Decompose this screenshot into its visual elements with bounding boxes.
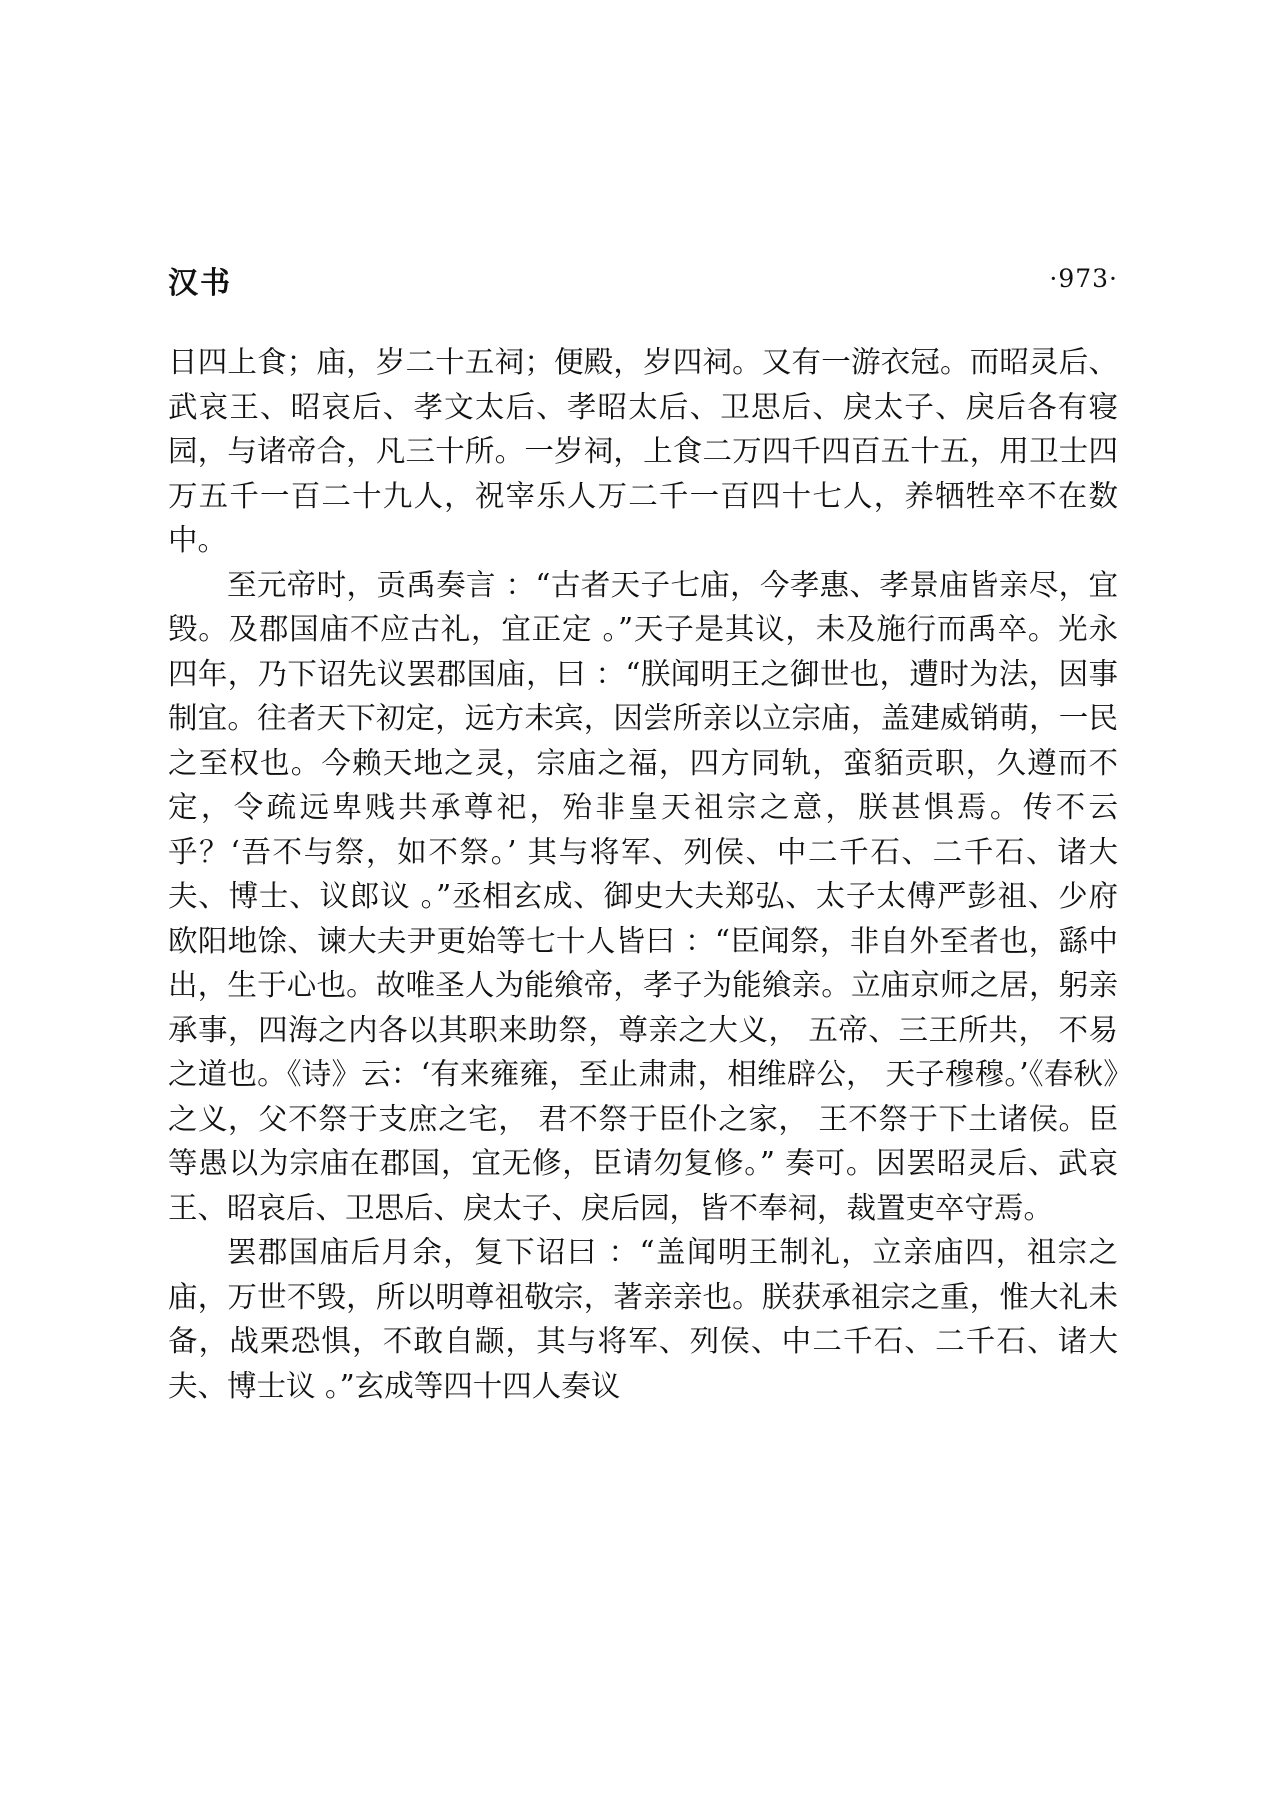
page-body	[168, 340, 1118, 1408]
paragraph: 日四上食；庙，岁二十五祠；便殿，岁四祠。又有一游衣冠。而昭灵后、武哀王、昭哀后、孝文太后、孝昭太后、卫思后、戾太子、戾后各有寝园，与诸帝合，凡三十所。一岁祠，上食二万四千四百五十五，用卫士四万五千一百二十九人，祝宰乐人万二千一百四十七人，养牺牲卒不在数中。	[168, 345, 1118, 557]
page-header	[168, 258, 1118, 301]
paragraph: 至元帝时，贡禹奏言 ：“古者天子七庙，今孝惠、孝景庙皆亲尽，宜毁。及郡国庙不应古礼，宜正定 。”天子是其议，未及施行而禹卒。光永四年，乃下诏先议罢郡国庙，曰 ：“朕闻明王之御世也，遭时为法，因事制宜。往者天下初定，远方未宾，因尝所亲以立宗庙，盖建威销萌，一民之至权也。今赖天地之灵，宗庙之福，四方同轨，蛮貊贡职，久遵而不定，令疏远卑贱共承尊祀，殆非皇天祖宗之意，朕甚惧焉。传不云乎？‘吾不与祭，如不祭。’ 其与将军、列侯、中二千石、二千石、诸大夫、博士、议郎议 。”丞相玄成、御史大夫郑弘、太子太傅严彭祖、少府欧阳地馀、谏大夫尹更始等七十人皆曰 ：“臣闻祭，非自外至者也，繇中出，生于心也。故唯圣人为能飨帝，孝子为能飨亲。立庙京师之居，躬亲承事，四海之内各以其职来助祭，尊亲之大义， 五帝、三王所共， 不易之道也。《诗》云：‘有来雍雍，至止肃肃，相维辟公， 天子穆穆。’《春秋》之义，父不祭于支庶之宅， 君不祭于臣仆之家， 王不祭于下土诸侯。臣等愚以为宗庙在郡国，宜无修，臣请勿复修。” 奏可。因罢昭灵后、武哀王、昭哀后、卫思后、戾太子、戾后园，皆不奉祠，裁置吏卒守焉。	[168, 567, 1118, 1225]
page-number: ·973·	[1049, 264, 1118, 293]
book-title: 汉书	[168, 266, 232, 301]
paragraph: 罢郡国庙后月余，复下诏曰 ：“盖闻明王制礼，立亲庙四，祖宗之庙，万世不毁，所以明尊祖敬宗，著亲亲也。朕获承祖宗之重，惟大礼未备，战栗恐惧，不敢自颛，其与将军、列侯、中二千石、二千石、诸大夫、博士议 。”玄成等四十四人奏议	[168, 1235, 1118, 1403]
